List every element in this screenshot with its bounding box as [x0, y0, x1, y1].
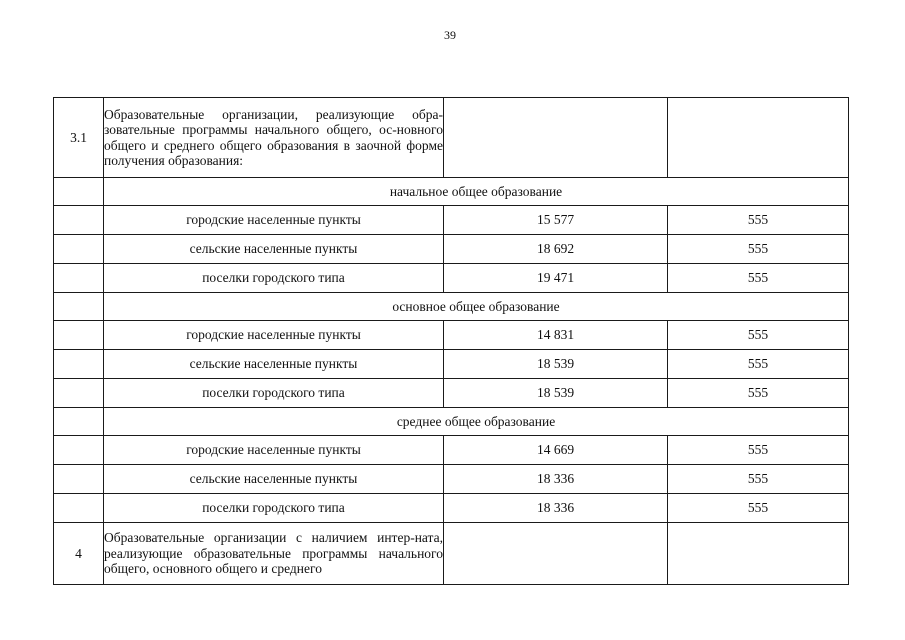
row-number-empty	[54, 206, 104, 235]
item-label: сельские населенные пункты	[104, 350, 444, 379]
value-cell: 14 669	[444, 436, 668, 465]
table-row-level	[54, 178, 849, 206]
row-number-empty	[54, 293, 104, 321]
table-row	[54, 206, 849, 235]
table-row-level	[54, 408, 849, 436]
item-label: городские населенные пункты	[104, 436, 444, 465]
row-number: 3.1	[54, 98, 104, 178]
value-cell: 555	[668, 494, 849, 523]
item-label: поселки городского типа	[104, 494, 444, 523]
row-number-empty	[54, 178, 104, 206]
row-number-empty	[54, 264, 104, 293]
table-row	[54, 436, 849, 465]
value-cell-empty	[444, 523, 668, 585]
table-body	[54, 98, 849, 585]
value-cell: 19 471	[444, 264, 668, 293]
table-row-level	[54, 293, 849, 321]
value-cell: 555	[668, 436, 849, 465]
table-row	[54, 379, 849, 408]
row-number-empty	[54, 465, 104, 494]
value-cell-empty	[444, 98, 668, 178]
value-cell: 555	[668, 206, 849, 235]
value-cell: 15 577	[444, 206, 668, 235]
section-title: Образовательные организации с наличием интер-ната, реализующие образовательные программы начального общего, основного общего и среднего	[104, 523, 444, 585]
row-number-empty	[54, 321, 104, 350]
table-row	[54, 350, 849, 379]
level-label-text: основное общее образование	[392, 298, 560, 314]
table-row-section-3-1	[54, 98, 849, 178]
row-number-empty	[54, 408, 104, 436]
table-row	[54, 465, 849, 494]
table-row	[54, 494, 849, 523]
value-cell: 555	[668, 264, 849, 293]
row-number-empty	[54, 494, 104, 523]
value-cell: 555	[668, 379, 849, 408]
item-label: поселки городского типа	[104, 379, 444, 408]
item-label: городские населенные пункты	[104, 206, 444, 235]
level-label-text: начальное общее образование	[389, 183, 563, 199]
row-number: 4	[54, 523, 104, 585]
value-cell: 18 539	[444, 379, 668, 408]
value-cell: 555	[668, 465, 849, 494]
value-cell: 18 336	[444, 494, 668, 523]
page-number: 39	[444, 28, 456, 42]
level-label	[104, 178, 849, 206]
level-label-text: среднее общее образование	[396, 413, 556, 429]
row-number-empty	[54, 379, 104, 408]
section-title: Образовательные организации, реализующие обра-зовательные программы начального общего, ос-новного общего и среднего общего образования в заочной форме получения образования:	[104, 98, 444, 178]
value-cell: 18 692	[444, 235, 668, 264]
row-number-empty	[54, 350, 104, 379]
value-cell-empty	[668, 98, 849, 178]
table-row-section-4	[54, 523, 849, 585]
value-cell: 555	[668, 321, 849, 350]
value-cell: 18 336	[444, 465, 668, 494]
row-number-empty	[54, 436, 104, 465]
data-table	[53, 97, 849, 585]
table-row	[54, 321, 849, 350]
item-label: поселки городского типа	[104, 264, 444, 293]
level-label	[104, 408, 849, 436]
value-cell: 18 539	[444, 350, 668, 379]
item-label: сельские населенные пункты	[104, 465, 444, 494]
table-row	[54, 235, 849, 264]
value-cell: 555	[668, 350, 849, 379]
item-label: сельские населенные пункты	[104, 235, 444, 264]
item-label: городские населенные пункты	[104, 321, 444, 350]
row-number-empty	[54, 235, 104, 264]
value-cell: 14 831	[444, 321, 668, 350]
level-label	[104, 293, 849, 321]
value-cell: 555	[668, 235, 849, 264]
table-row	[54, 264, 849, 293]
value-cell-empty	[668, 523, 849, 585]
